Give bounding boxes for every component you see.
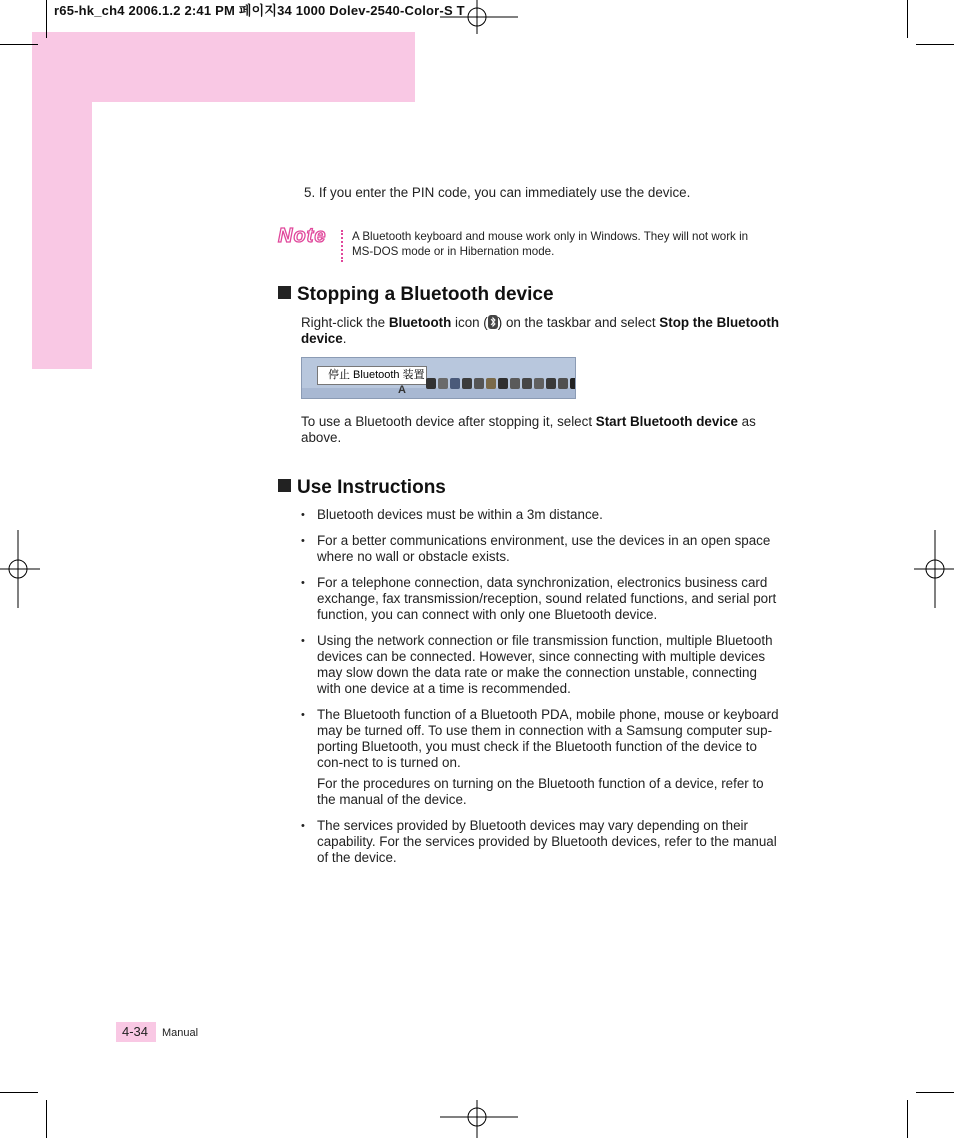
text-run: Right-click the <box>301 315 389 330</box>
page-number: 4-34 <box>122 1024 149 1039</box>
list-item: • For a better communications environment, use the devices in an open space where no wall or obstacle exists. <box>301 533 771 564</box>
section-heading-use <box>278 477 446 499</box>
step-5-text: 5. If you enter the PIN code, you can immediately use the device. <box>304 185 691 200</box>
list-item-text: Bluetooth devices must be within a 3m distance. <box>317 507 603 522</box>
stop-instructions <box>301 315 781 347</box>
bluetooth-tray-icon[interactable] <box>426 378 436 389</box>
list-item: • For a telephone connection, data synchronization, electronics business card exchange, fax transmission/reception, sound related functions, and serial port function, you can connect with only one Bluetooth device. <box>301 575 777 622</box>
text-run: as <box>737 414 756 429</box>
crop-mark <box>916 44 954 45</box>
tray-icon[interactable] <box>510 378 520 389</box>
registration-mark-icon <box>914 530 954 608</box>
text-run: ) on the taskbar and select <box>497 315 660 330</box>
text-run: To use a Bluetooth device after stopping it, select <box>301 414 596 429</box>
text-run: icon ( <box>451 315 488 330</box>
pink-band-side <box>32 102 92 369</box>
tray-icon[interactable] <box>438 378 448 389</box>
bluetooth-icon <box>488 315 498 329</box>
stop-bluetooth-menu-item[interactable]: 停止 Bluetooth 装置 <box>317 366 427 385</box>
tray-icon[interactable] <box>462 378 472 389</box>
list-item-text: The Bluetooth function of a Bluetooth PDA, mobile phone, mouse or keyboard may be turned off. To use them in connection with a Samsung computer sup-porting Bluetooth, you must check if the Bluetooth function of the device to con-nect to is turned on. <box>317 707 779 770</box>
footer-label: Manual <box>162 1027 199 1039</box>
section-heading-stop <box>278 284 554 306</box>
tray-icon[interactable] <box>498 378 508 389</box>
tray-icon[interactable] <box>474 378 484 389</box>
text-run-bold: Start Bluetooth device <box>595 414 738 429</box>
registration-mark-icon <box>440 1100 518 1138</box>
list-item: • Bluetooth devices must be within a 3m distance. <box>301 507 603 522</box>
crop-mark <box>0 44 38 45</box>
section-title: Use Instructions <box>297 477 446 498</box>
list-item-text: For a better communications environment, use the devices in an open space where no wall or obstacle exists. <box>317 533 771 564</box>
list-item: • Using the network connection or file transmission function, multiple Bluetooth devices can be connected. However, since connecting with multiple devices may slow down the data rate or make the connection unstable, connecting with one device at a time is recommended. <box>301 633 773 696</box>
note-text <box>352 229 748 259</box>
restart-instructions <box>301 414 781 446</box>
note-divider <box>341 230 346 262</box>
crop-mark <box>907 0 908 38</box>
pink-band-top <box>32 32 415 102</box>
text-run-bold: Stop the Bluetooth <box>659 315 780 330</box>
list-item-text: For a telephone connection, data synchronization, electronics business card exchange, fax transmission/reception, sound related functions, and serial port function, you can connect with only one Bluetooth device. <box>317 575 777 622</box>
note-logo: Note <box>278 225 327 247</box>
list-item: • The services provided by Bluetooth devices may vary depending on their capability. For the services provided by Bluetooth devices, refer to the manual of the device. <box>301 818 777 865</box>
list-item-text: The services provided by Bluetooth devices may vary depending on their capability. For the services provided by Bluetooth devices, refer to the manual of the device. <box>317 818 777 865</box>
bullet-square-icon <box>278 286 291 299</box>
bullet-square-icon <box>278 479 291 492</box>
language-indicator-icon: A <box>398 384 406 396</box>
registration-mark-icon <box>0 530 40 608</box>
note-line-1: A Bluetooth keyboard and mouse work only in Windows. They will not work in <box>352 230 749 243</box>
tray-icon[interactable] <box>558 378 568 389</box>
crop-mark <box>46 1100 47 1138</box>
list-item-subtext: For the procedures on turning on the Bluetooth function of a device, refer to the manual of the device. <box>317 776 764 807</box>
tray-icon[interactable] <box>546 378 556 389</box>
tray-icon[interactable] <box>534 378 544 389</box>
system-tray <box>426 378 576 394</box>
list-item-text: Using the network connection or file transmission function, multiple Bluetooth devices can be connected. However, since connecting with multiple devices may slow down the data rate or make the connection unstable, connecting with one device at a time is recommended. <box>317 633 773 696</box>
tray-icon[interactable] <box>486 378 496 389</box>
crop-mark <box>46 0 47 38</box>
section-title: Stopping a Bluetooth device <box>297 284 554 305</box>
tray-icon[interactable] <box>450 378 460 389</box>
registration-mark-icon <box>440 0 518 34</box>
tray-icon[interactable] <box>570 378 576 389</box>
crop-mark <box>916 1092 954 1093</box>
text-run-bold: Bluetooth <box>388 315 452 330</box>
list-item: • The Bluetooth function of a Bluetooth PDA, mobile phone, mouse or keyboard may be turned off. To use them in connection with a Samsung computer sup-porting Bluetooth, you must check if the Bluetooth function of the device to con-nect to is turned on. For the procedures on turning on the Bluetooth function of a device, refer to the manual of the device. <box>301 707 783 808</box>
crop-mark <box>0 1092 38 1093</box>
note-line-2: MS-DOS mode or in Hibernation mode. <box>352 245 555 258</box>
text-run: above. <box>301 430 342 445</box>
tray-icon[interactable] <box>522 378 532 389</box>
text-run: . <box>342 331 347 346</box>
crop-mark <box>907 1100 908 1138</box>
print-slug: r65-hk_ch4 2006.1.2 2:41 PM 페이지34 1000 Dolev-2540-Color-S T <box>54 3 465 18</box>
use-instructions-list <box>301 507 783 876</box>
taskbar-screenshot <box>301 357 576 399</box>
text-run-bold: device <box>301 331 343 346</box>
